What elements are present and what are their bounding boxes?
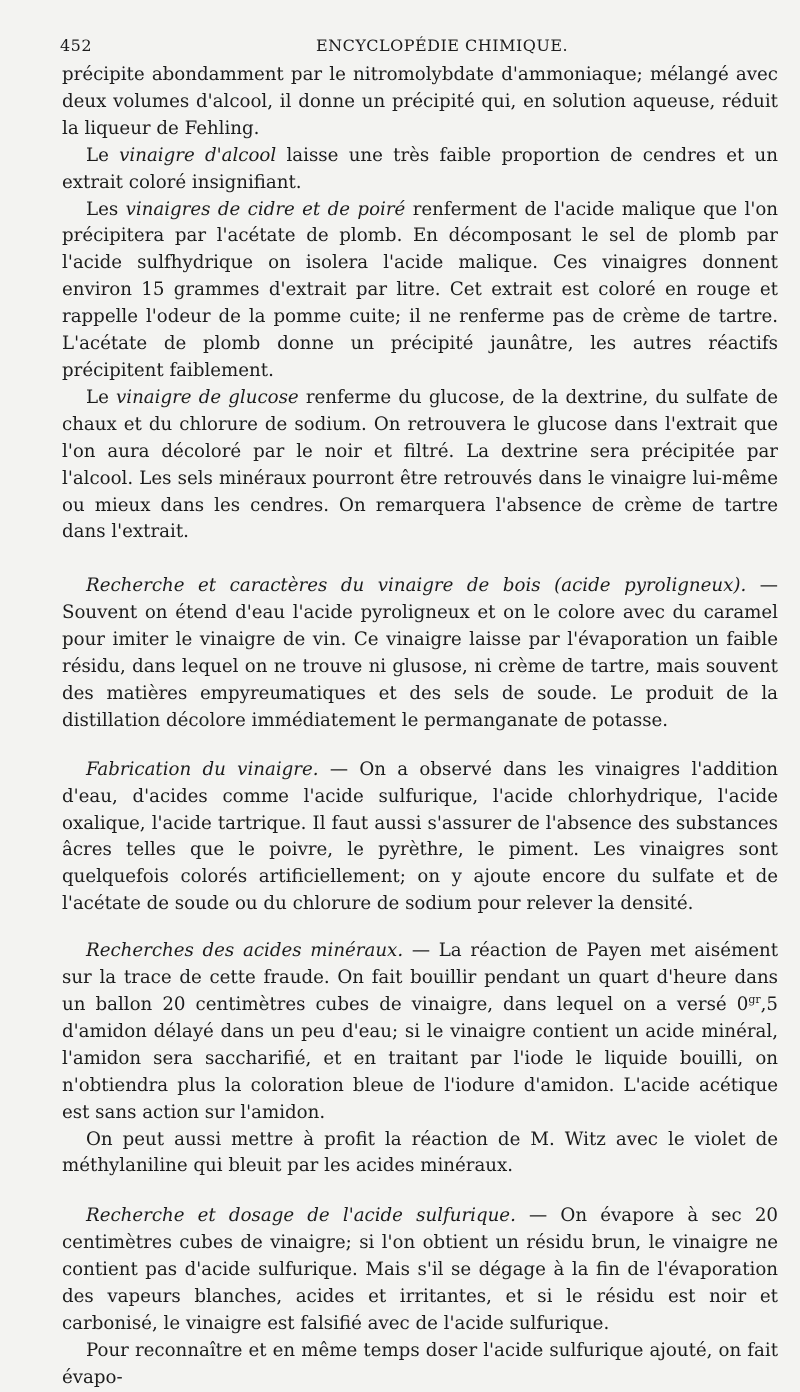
unit-superscript: gr: [748, 992, 761, 1006]
section-paragraph: Fabrication du vinaigre. — On a observé dans les vinaigres l'addition d'eau, d'acides comme l'acide sulfurique, l'acide chlorhydrique, l'acide oxalique, l'acide tartrique. Il faut aussi s'assurer de l'absence des substances âcres telles que le poivre, le pyrèthre, le piment. Les vinaigres sont quelquefois colorés artificiellement; on y ajoute encore du sulfate et de l'acétate de soude ou du chlorure de sodium pour relever la densité.: [62, 758, 778, 915]
term: vinaigre de glucose: [116, 386, 299, 408]
section-heading: Recherches des acides minéraux.: [86, 940, 404, 962]
running-header: [62, 34, 778, 62]
section-paragraph: Recherches des acides minéraux. — La réaction de Payen met aisément sur la trace de cette fraude. On fait bouillir pendant un quart d'heure dans un ballon 20 centimètres cubes de vinaigre, dans lequel on a versé $0^{gr},5$ d'amidon délayé dans un peu d'eau; si le vinaigre contient un acide minéral, l'amidon sera saccharifié, et en traitant par l'iode le liquide bouilli, on n'obtiendra plus la coloration bleue de l'iodure d'amidon. L'acide acétique est sans action sur l'amidon.: [62, 940, 778, 1123]
page-number: 452: [60, 36, 93, 55]
paragraph: Le vinaigre de glucose renferme du glucose, de la dextrine, du sulfate de chaux et du chlorure de sodium. On retrouvera le glucose dans l'extrait que l'on aura décoloré par le noir et filtré. La dextrine sera précipitée par l'alcool. Les sels minéraux pourront être retrouvés dans le vinaigre lui-même ou mieux dans les cendres. On remarquera l'absence de crème de tartre dans l'extrait.: [62, 386, 778, 543]
paragraph: Les vinaigres de cidre et de poiré renferment de l'acide malique que l'on précipitera par l'acétate de plomb. En décomposant le sel de plomb par l'acide sulfhydrique on isolera l'acide malique. Ces vinaigres donnent environ 15 grammes d'extrait par litre. Cet extrait est coloré en rouge et rappelle l'odeur de la pomme cuite; il ne renferme pas de crème de tartre. L'acétate de plomb donne un précipité jaunâtre, les autres réactifs précipitent faiblement.: [62, 198, 778, 381]
term: vinaigre d'alcool: [119, 144, 277, 166]
paragraph: précipite abondamment par le nitromolybdate d'ammoniaque; mélangé avec deux volumes d'alcool, il donne un précipité qui, en solution aqueuse, réduit la liqueur de Fehling.: [62, 64, 778, 139]
running-title: ENCYCLOPÉDIE CHIMIQUE.: [316, 36, 569, 55]
paragraph: Pour reconnaître et en même temps doser l'acide sulfurique ajouté, on fait évapo-: [62, 1339, 778, 1388]
body-text: [62, 62, 778, 1392]
section-heading: Fabrication du vinaigre.: [86, 758, 319, 780]
section-paragraph: Recherche et caractères du vinaigre de bois (acide pyroligneux). — Souvent on étend d'eau l'acide pyroligneux et on le colore avec du caramel pour imiter le vinaigre de vin. Ce vinaigre laisse par l'évaporation un faible résidu, dans lequel on ne trouve ni glusose, ni crème de tartre, mais souvent des matières empyreumatiques et des sels de soude. Le produit de la distillation décolore immédiatement le permanganate de potasse.: [62, 575, 778, 731]
section-paragraph: Recherche et dosage de l'acide sulfurique. — On évapore à sec 20 centimètres cubes de vinaigre; si l'on obtient un résidu brun, le vinaigre ne contient pas d'acide sulfurique. Mais s'il se dégage à la fin de l'évaporation des vapeurs blanches, acides et irritantes, et si le résidu est noir et carbonisé, le vinaigre est falsifié avec de l'acide sulfurique.: [62, 1205, 778, 1334]
section-heading: Recherche et dosage de l'acide sulfurique.: [86, 1205, 516, 1227]
paragraph: Le vinaigre d'alcool laisse une très faible proportion de cendres et un extrait coloré insignifiant.: [62, 144, 778, 193]
paragraph: On peut aussi mettre à profit la réaction de M. Witz avec le violet de méthylaniline qui bleuit par les acides minéraux.: [62, 1128, 778, 1177]
term: vinaigres de cidre et de poiré: [125, 198, 406, 220]
section-heading: Recherche et caractères du vinaigre de bois (acide pyroligneux).: [86, 575, 747, 597]
